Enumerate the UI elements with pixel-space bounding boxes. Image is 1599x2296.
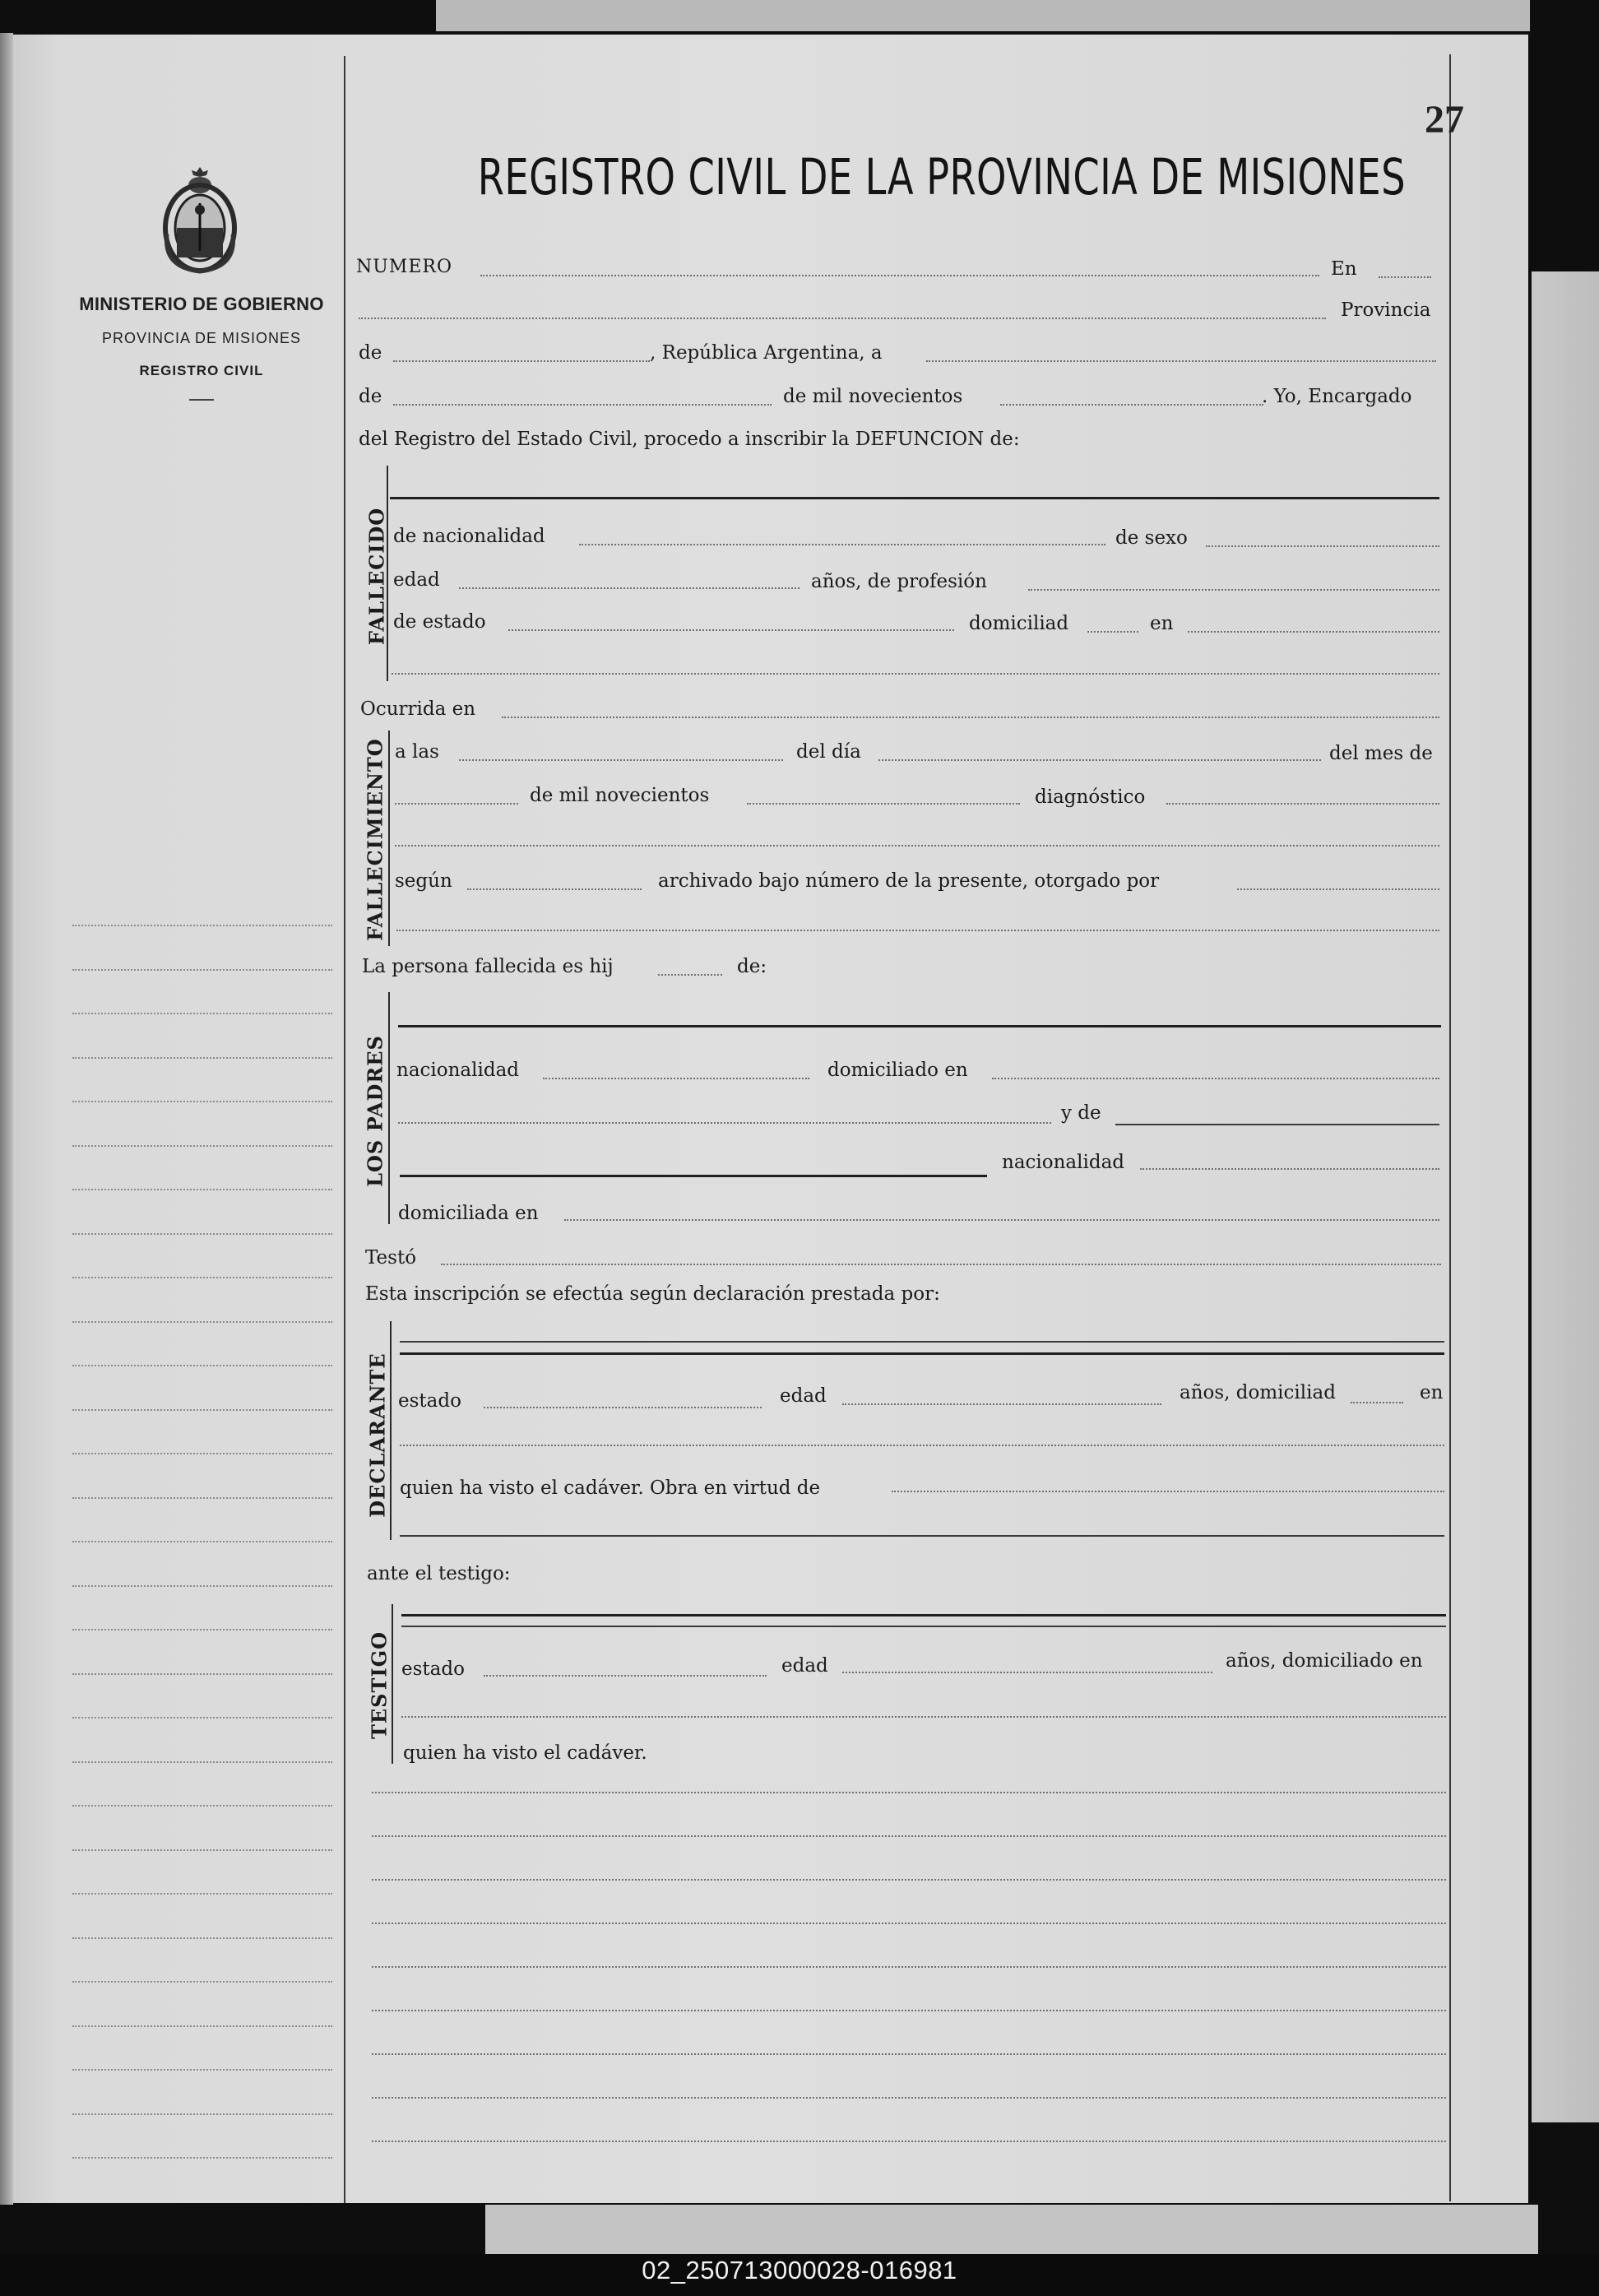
diagnostico-field-2[interactable] bbox=[395, 845, 1439, 847]
sidebar-note-line[interactable] bbox=[72, 1629, 332, 1630]
estado-field[interactable] bbox=[508, 629, 954, 631]
scan-background-top bbox=[436, 0, 1530, 31]
note-line[interactable] bbox=[372, 2097, 1446, 2099]
anos-profesion-label: años, de profesión bbox=[811, 571, 987, 592]
fallecido-label: FALLECIDO bbox=[364, 507, 389, 646]
ante-testigo-label: ante el testigo: bbox=[367, 1563, 511, 1584]
testigo-domicilio-field[interactable] bbox=[401, 1716, 1446, 1718]
sidebar-note-line[interactable] bbox=[72, 1717, 332, 1719]
padres-label: LOS PADRES bbox=[363, 1035, 387, 1187]
sidebar-note-line[interactable] bbox=[72, 1013, 332, 1014]
sidebar-note-line[interactable] bbox=[72, 1585, 332, 1587]
sidebar-note-line[interactable] bbox=[72, 2157, 332, 2159]
diagnostico-field[interactable] bbox=[1166, 803, 1439, 805]
sidebar-note-line[interactable] bbox=[72, 1365, 332, 1366]
declarante-name-field[interactable] bbox=[400, 1341, 1444, 1343]
declarante-estado-label: estado bbox=[398, 1390, 461, 1412]
ocurrida-field[interactable] bbox=[502, 717, 1439, 718]
declaracion-label: Esta inscripción se efectúa según declaración prestada por: bbox=[365, 1283, 940, 1305]
testigo-name-rule bbox=[401, 1626, 1446, 1627]
nacionalidad-madre-label: nacionalidad bbox=[1002, 1152, 1125, 1173]
mil-novecientos-label: de mil novecientos bbox=[783, 386, 963, 407]
domiciliad-label: domiciliad bbox=[969, 613, 1069, 634]
testigo-edad-field[interactable] bbox=[842, 1672, 1212, 1673]
sexo-label: de sexo bbox=[1115, 527, 1188, 549]
note-line[interactable] bbox=[372, 1835, 1446, 1837]
testo-label: Testó bbox=[365, 1247, 417, 1269]
sidebar-note-line[interactable] bbox=[72, 1761, 332, 1763]
note-line[interactable] bbox=[372, 2010, 1446, 2011]
sidebar-note-line[interactable] bbox=[72, 1497, 332, 1499]
declarante-name-rule bbox=[400, 1352, 1444, 1355]
nacionalidad-label: de nacionalidad bbox=[393, 526, 545, 547]
numero-label: NUMERO bbox=[356, 257, 452, 277]
sidebar-note-line[interactable] bbox=[72, 1057, 332, 1059]
testigo-visto-label: quien ha visto el cadáver. bbox=[403, 1742, 647, 1764]
segun-field[interactable] bbox=[467, 888, 642, 890]
declarante-brace bbox=[390, 1321, 392, 1540]
nacionalidad-field[interactable] bbox=[579, 544, 1105, 545]
padres-de-label: de: bbox=[737, 956, 767, 977]
sidebar-divider bbox=[189, 399, 214, 401]
a-las-label: a las bbox=[395, 741, 439, 763]
domicilio-padre-field-2[interactable] bbox=[398, 1122, 1051, 1124]
testigo-name-field[interactable] bbox=[401, 1614, 1446, 1616]
sidebar-note-line[interactable] bbox=[72, 969, 332, 971]
image-identifier: 02_250713000028-016981 bbox=[642, 2256, 957, 2284]
en-label-fallecido: en bbox=[1150, 613, 1174, 634]
testigo-brace bbox=[392, 1604, 393, 1764]
note-line[interactable] bbox=[372, 1792, 1446, 1793]
sidebar-note-line[interactable] bbox=[72, 1805, 332, 1807]
margin-rule bbox=[344, 56, 345, 2203]
declarante-label: DECLARANTE bbox=[365, 1352, 390, 1518]
testigo-estado-label: estado bbox=[401, 1658, 465, 1680]
numero-field[interactable] bbox=[480, 275, 1319, 276]
declarante-domiciliad-suffix[interactable] bbox=[1351, 1402, 1403, 1403]
note-line[interactable] bbox=[372, 1966, 1446, 1968]
domicilio-padre-field[interactable] bbox=[992, 1078, 1439, 1079]
ano-field[interactable] bbox=[1000, 404, 1263, 406]
testigo-estado-field[interactable] bbox=[484, 1675, 767, 1677]
scan-background-bottom bbox=[485, 2205, 1538, 2254]
edad-label: edad bbox=[393, 569, 440, 591]
y-de-label: y de bbox=[1061, 1102, 1101, 1124]
book-binding-edge bbox=[0, 33, 13, 2205]
nacionalidad-padre-field[interactable] bbox=[543, 1078, 809, 1079]
testigo-label: TESTIGO bbox=[367, 1631, 392, 1739]
coat-of-arms-icon bbox=[159, 160, 241, 276]
note-line[interactable] bbox=[372, 2053, 1446, 2055]
ano-fallecimiento-field[interactable] bbox=[747, 803, 1020, 805]
declarante-edad-label: edad bbox=[780, 1385, 827, 1407]
sidebar-note-line[interactable] bbox=[72, 1893, 332, 1895]
madre-name-field[interactable] bbox=[1115, 1124, 1439, 1125]
sidebar-note-line[interactable] bbox=[72, 2113, 332, 2115]
madre-name-field-2[interactable] bbox=[400, 1175, 987, 1177]
form-title: REGISTRO CIVIL DE LA PROVINCIA DE MISIONES bbox=[477, 148, 1406, 206]
fecha-field[interactable] bbox=[926, 360, 1436, 362]
province-heading: PROVINCIA DE MISIONES bbox=[101, 330, 302, 346]
estado-label: de estado bbox=[393, 611, 486, 633]
domiciliada-madre-label: domiciliada en bbox=[398, 1203, 539, 1224]
sidebar-note-line[interactable] bbox=[72, 925, 332, 926]
de-label-2: de bbox=[359, 386, 382, 407]
mil-novecientos-fallecimiento-label: de mil novecientos bbox=[530, 785, 710, 806]
testo-field[interactable] bbox=[441, 1264, 1441, 1265]
sexo-field[interactable] bbox=[1206, 545, 1439, 547]
sidebar-note-line[interactable] bbox=[72, 1189, 332, 1190]
declarante-visto-label: quien ha visto el cadáver. Obra en virtud de bbox=[400, 1477, 821, 1499]
ministry-heading: MINISTERIO DE GOBIERNO bbox=[79, 294, 324, 314]
declarante-edad-field[interactable] bbox=[842, 1403, 1161, 1405]
sidebar-note-line[interactable] bbox=[72, 2025, 332, 2027]
fallecimiento-label: FALLECIMIENTO bbox=[363, 738, 387, 941]
note-line[interactable] bbox=[372, 2141, 1446, 2142]
declarante-anos-label: años, domiciliad bbox=[1180, 1382, 1336, 1403]
domiciliad-suffix-field[interactable] bbox=[1087, 631, 1138, 633]
sidebar-note-line[interactable] bbox=[72, 1409, 332, 1411]
obra-en-virtud-field[interactable] bbox=[892, 1491, 1444, 1492]
testigo-edad-label: edad bbox=[781, 1655, 828, 1677]
sidebar-note-line[interactable] bbox=[72, 1101, 332, 1102]
domicilio-madre-field[interactable] bbox=[564, 1219, 1439, 1221]
note-line[interactable] bbox=[372, 1879, 1446, 1881]
obra-en-virtud-field-2[interactable] bbox=[400, 1535, 1444, 1537]
declarante-domicilio-field[interactable] bbox=[400, 1445, 1444, 1446]
fallecido-name-field[interactable] bbox=[390, 497, 1439, 499]
diagnostico-label: diagnóstico bbox=[1035, 786, 1146, 808]
de-label-1: de bbox=[359, 342, 382, 364]
right-margin-rule bbox=[1449, 54, 1451, 2201]
sidebar-note-line[interactable] bbox=[72, 1937, 332, 1939]
en-field[interactable] bbox=[1379, 276, 1431, 278]
nacionalidad-padre-label: nacionalidad bbox=[396, 1060, 520, 1081]
sidebar-note-line[interactable] bbox=[72, 1849, 332, 1851]
encargado-label: . Yo, Encargado bbox=[1262, 386, 1412, 407]
persona-fallecida-label: La persona fallecida es hij bbox=[362, 956, 614, 977]
sidebar-note-line[interactable] bbox=[72, 1453, 332, 1454]
sidebar-note-line[interactable] bbox=[72, 1277, 332, 1278]
sidebar-note-line[interactable] bbox=[72, 1145, 332, 1147]
sidebar-note-line[interactable] bbox=[72, 1981, 332, 1983]
profesion-field[interactable] bbox=[1028, 589, 1439, 591]
hora-field[interactable] bbox=[459, 759, 783, 761]
sidebar-note-line[interactable] bbox=[72, 2069, 332, 2071]
otorgado-por-field[interactable] bbox=[1237, 888, 1439, 890]
del-mes-label: del mes de bbox=[1329, 743, 1433, 764]
mes-field[interactable] bbox=[393, 404, 772, 406]
declarante-estado-field[interactable] bbox=[484, 1407, 762, 1408]
republica-label: , República Argentina, a bbox=[650, 342, 883, 364]
padres-brace bbox=[388, 992, 390, 1224]
registro-line: del Registro del Estado Civil, procedo a inscribir la DEFUNCION de: bbox=[359, 429, 1020, 450]
nacionalidad-madre-field[interactable] bbox=[1140, 1168, 1439, 1170]
en-label: En bbox=[1331, 258, 1357, 280]
declarante-en-label: en bbox=[1420, 1382, 1444, 1403]
del-dia-label: del día bbox=[796, 741, 861, 763]
mes-fallecimiento-field[interactable] bbox=[395, 803, 518, 805]
hijo-suffix-field[interactable] bbox=[658, 974, 722, 976]
domicilio-field-2[interactable] bbox=[392, 673, 1439, 675]
sidebar-note-line[interactable] bbox=[72, 1673, 332, 1675]
sidebar-note-line[interactable] bbox=[72, 1541, 332, 1542]
de-field-1[interactable] bbox=[393, 360, 650, 362]
scan-background-right bbox=[1532, 271, 1599, 2122]
ocurrida-label: Ocurrida en bbox=[360, 698, 476, 720]
provincia-label: Provincia bbox=[1341, 299, 1431, 321]
otorgado-por-field-2[interactable] bbox=[396, 930, 1439, 931]
archivado-label: archivado bajo número de la presente, otorgado por bbox=[658, 870, 1160, 892]
dia-field[interactable] bbox=[878, 759, 1321, 761]
registry-heading: REGISTRO CIVIL bbox=[139, 363, 264, 378]
domiciliado-padre-label: domiciliado en bbox=[827, 1060, 968, 1081]
edad-field[interactable] bbox=[459, 587, 800, 589]
fallecimiento-brace bbox=[388, 731, 390, 946]
sidebar-note-line[interactable] bbox=[72, 1321, 332, 1323]
padre-name-field[interactable] bbox=[398, 1025, 1441, 1027]
testigo-anos-label: años, domiciliado en bbox=[1226, 1650, 1423, 1672]
page-number: 27 bbox=[1425, 98, 1464, 141]
sidebar-note-line[interactable] bbox=[72, 1233, 332, 1235]
segun-label: según bbox=[395, 870, 452, 892]
provincia-field[interactable] bbox=[359, 318, 1326, 319]
domicilio-field[interactable] bbox=[1188, 631, 1439, 633]
note-line[interactable] bbox=[372, 1923, 1446, 1924]
